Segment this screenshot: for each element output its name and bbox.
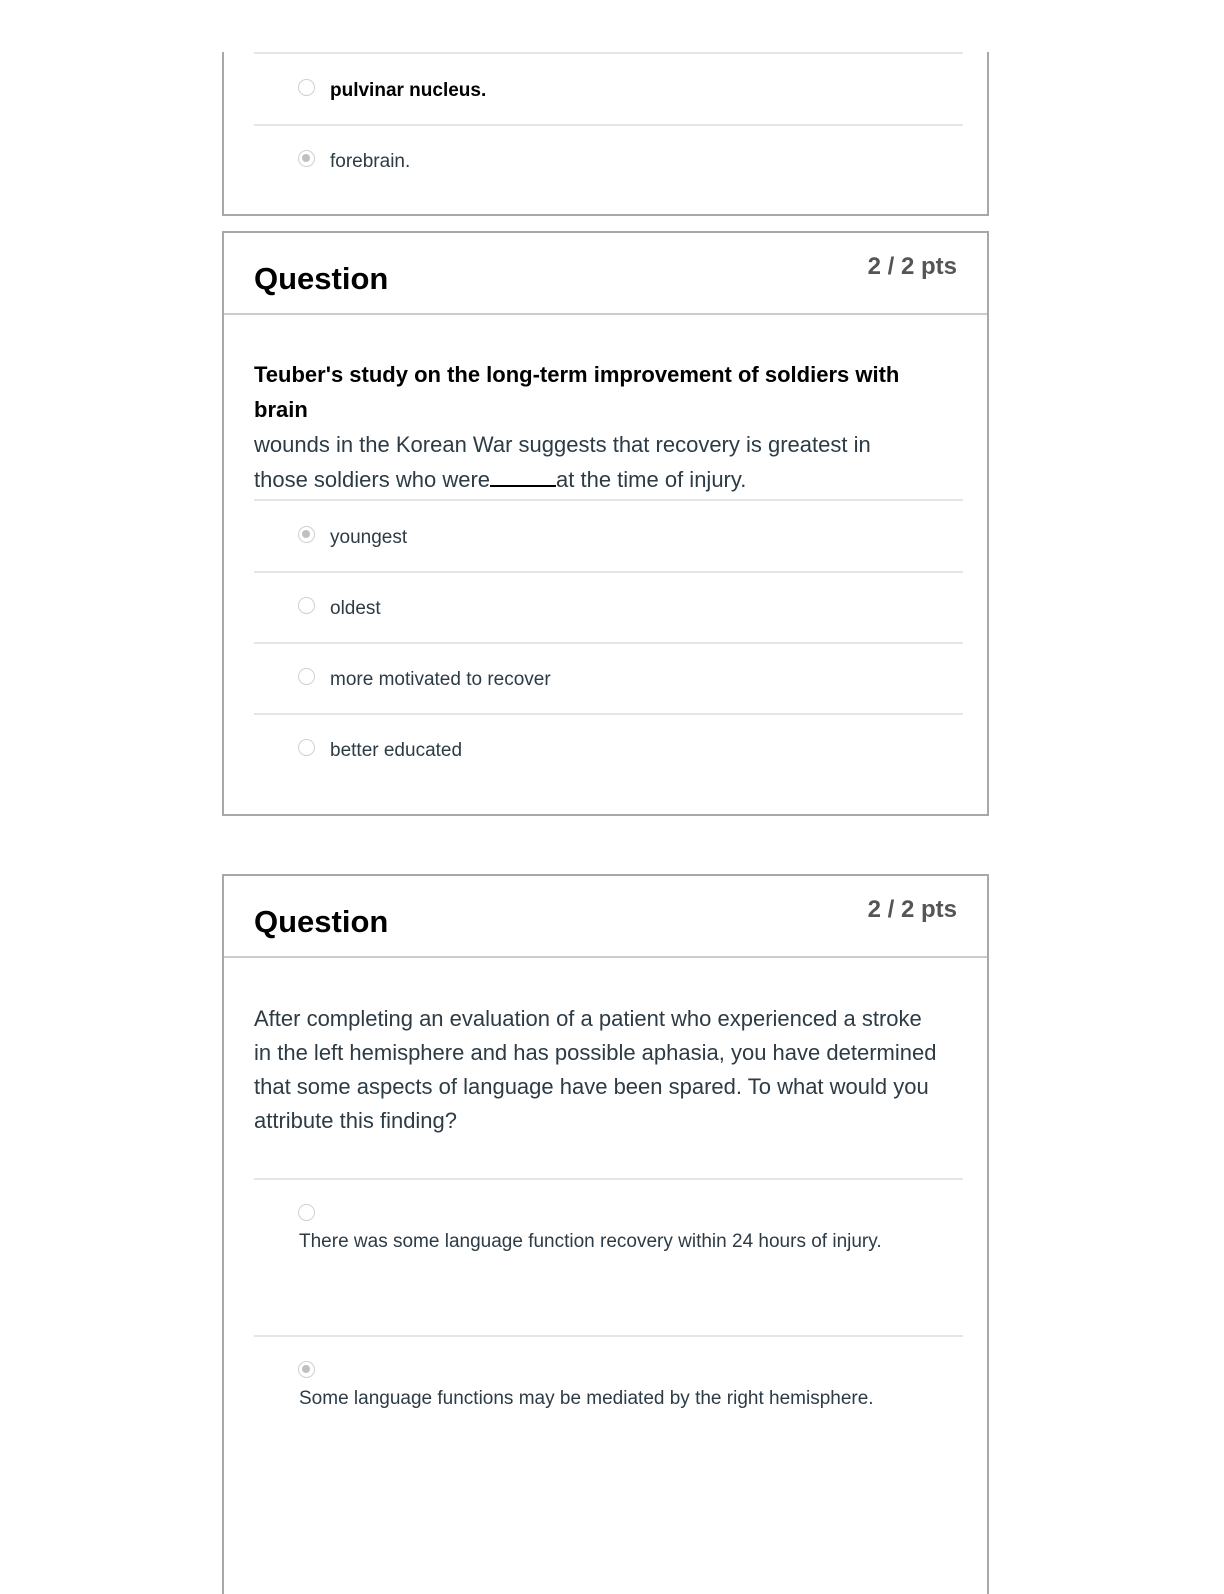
radio-button-selected[interactable] [298, 526, 315, 543]
answer-option[interactable] [254, 52, 963, 124]
question-text-line: those soldiers who were [254, 467, 491, 492]
answer-option[interactable] [254, 1180, 963, 1330]
answer-option[interactable] [254, 715, 963, 785]
question-text: After completing an evaluation of a patient who experienced a stroke in the left hemisphere and has possible aphasia, you have determined that some aspects of language have been spared. To what would you attribute this finding? [254, 1006, 937, 1133]
question-header [224, 876, 987, 958]
answer-option[interactable] [254, 1337, 963, 1487]
answer-label: youngest [330, 527, 408, 548]
answer-label: There was some language function recovery within 24 hours of injury. [299, 1231, 882, 1252]
answer-label: better educated [330, 740, 463, 761]
question-header [224, 233, 987, 315]
fill-in-blank [490, 467, 556, 487]
question-text-line: at the time of injury. [556, 467, 747, 492]
question-card [222, 874, 989, 1594]
radio-button[interactable] [298, 79, 315, 96]
answer-label: oldest [330, 598, 381, 619]
question-title: Question [254, 904, 389, 939]
radio-button[interactable] [298, 668, 315, 685]
question-text-line: wounds in the Korean War suggests that recovery is greatest in [254, 432, 871, 457]
answer-option[interactable] [254, 126, 963, 196]
answer-option[interactable] [254, 644, 963, 714]
question-points: 2 / 2 pts [867, 253, 957, 280]
answer-option[interactable] [254, 501, 963, 571]
radio-button[interactable] [298, 597, 315, 614]
question-text-bold: Teuber's study on the long-term improvement of soldiers with brain [254, 362, 900, 422]
answer-option[interactable] [254, 573, 963, 643]
radio-button[interactable] [298, 1204, 315, 1221]
radio-button-selected[interactable] [298, 1361, 315, 1378]
answer-label: forebrain. [330, 151, 411, 172]
question-card [222, 231, 989, 816]
answer-label: Some language functions may be mediated by the right hemisphere. [299, 1388, 874, 1409]
radio-button[interactable] [298, 739, 315, 756]
answer-label: pulvinar nucleus. [330, 80, 487, 101]
radio-button-selected[interactable] [298, 150, 315, 167]
previous-question-card [222, 52, 989, 216]
answer-label: more motivated to recover [330, 669, 551, 690]
question-points: 2 / 2 pts [867, 896, 957, 923]
question-title: Question [254, 261, 389, 296]
question-text [254, 357, 954, 497]
